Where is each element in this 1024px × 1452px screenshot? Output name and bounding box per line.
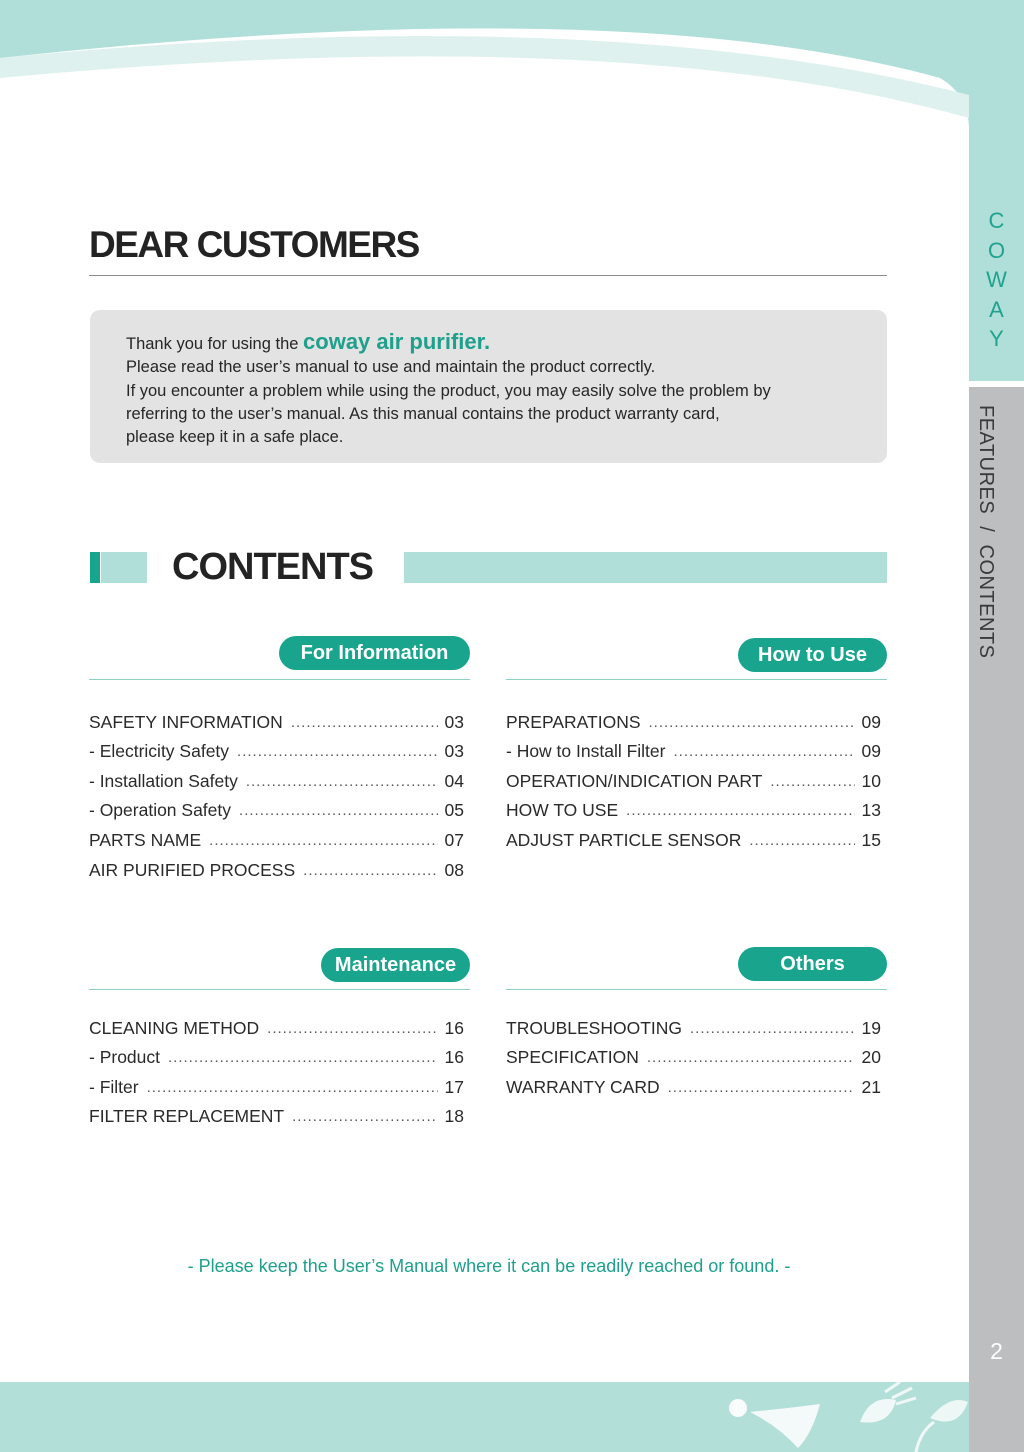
toc-item-page: 03 <box>444 741 464 762</box>
sidebar-section-label: FEATURES / CONTENTS <box>975 405 997 659</box>
brand-letter: O <box>987 237 1006 263</box>
toc-item[interactable] <box>506 703 881 733</box>
toc-item-page: 03 <box>444 711 464 732</box>
toc-item-page: 05 <box>444 800 464 821</box>
toc-leader <box>668 1078 855 1098</box>
toc-item[interactable] <box>506 821 881 851</box>
toc-item-page: 21 <box>861 1076 881 1097</box>
toc-leader <box>649 713 855 733</box>
section-pill-for-information: For Information <box>279 636 470 670</box>
section-divider <box>506 989 887 990</box>
toc-item-title: ADJUST PARTICLE SENSOR <box>506 829 742 850</box>
toc-leader <box>209 831 438 851</box>
toc-item[interactable] <box>89 821 464 851</box>
toc-item[interactable] <box>506 792 881 822</box>
dear-customers-heading: DEAR CUSTOMERS <box>89 224 419 265</box>
toc-item-title: SPECIFICATION <box>506 1047 639 1068</box>
toc-list-how-to-use <box>506 703 881 851</box>
toc-item-page: 15 <box>861 829 881 850</box>
toc-item-page: 13 <box>861 800 881 821</box>
intro-line: please keep it in a safe place. <box>126 428 344 447</box>
brand-letter: Y <box>989 326 1004 351</box>
section-divider <box>89 989 470 990</box>
toc-item-title: PREPARATIONS <box>506 711 641 732</box>
section-pill-others: Others <box>738 947 887 981</box>
intro-line: If you encounter a problem while using the product, you may easily solve the problem by <box>126 381 771 400</box>
page-number: 2 <box>990 1338 1003 1364</box>
toc-item[interactable] <box>89 703 464 733</box>
toc-item-title: CLEANING METHOD <box>89 1017 260 1038</box>
toc-item[interactable] <box>89 851 464 881</box>
toc-leader <box>291 713 438 733</box>
toc-item-title: SAFETY INFORMATION <box>89 711 283 732</box>
toc-leader <box>770 772 855 792</box>
intro-text <box>126 330 856 449</box>
sidebar-brand-name <box>969 206 1024 354</box>
toc-item-title: OPERATION/INDICATION PART <box>506 770 763 791</box>
toc-item-title: - Installation Safety <box>89 770 238 791</box>
toc-leader <box>237 742 438 762</box>
toc-item-page: 17 <box>444 1076 464 1097</box>
toc-item[interactable] <box>506 1039 881 1069</box>
toc-item-title: FILTER REPLACEMENT <box>89 1106 285 1127</box>
toc-item-title: - Product <box>89 1047 160 1068</box>
toc-leader <box>267 1019 438 1039</box>
section-divider <box>89 679 470 680</box>
toc-item-title: WARRANTY CARD <box>506 1076 660 1097</box>
footer-note: - Please keep the User’s Manual where it can be readily reached or found. - <box>187 1256 791 1276</box>
section-pill-how-to-use: How to Use <box>738 638 887 672</box>
toc-list-maintenance <box>89 1009 464 1127</box>
section-pill-maintenance: Maintenance <box>321 948 470 982</box>
contents-heading: CONTENTS <box>172 546 373 588</box>
toc-item-page: 09 <box>861 711 881 732</box>
toc-item-page: 09 <box>861 741 881 762</box>
toc-item[interactable] <box>506 733 881 763</box>
leaf-decoration-icon <box>720 1382 970 1452</box>
intro-thanks-prefix: Thank you for using the <box>126 335 299 353</box>
toc-leader <box>292 1107 438 1127</box>
intro-thanks-line <box>126 330 856 356</box>
toc-item[interactable] <box>89 733 464 763</box>
brand-letter: A <box>989 296 1004 322</box>
toc-leader <box>647 1048 855 1068</box>
toc-item-title: - Filter <box>89 1076 139 1097</box>
toc-list-others <box>506 1009 881 1098</box>
toc-item-title: - How to Install Filter <box>506 741 666 762</box>
toc-item-page: 07 <box>444 829 464 850</box>
toc-leader <box>239 801 438 821</box>
toc-item-page: 19 <box>861 1017 881 1038</box>
toc-item-title: - Electricity Safety <box>89 741 230 762</box>
top-wave-band <box>0 0 1024 130</box>
toc-item-page: 18 <box>444 1106 464 1127</box>
contents-accent-bar <box>90 552 100 583</box>
toc-item-title: HOW TO USE <box>506 800 619 821</box>
toc-leader <box>168 1048 438 1068</box>
brand-letter: C <box>988 208 1005 233</box>
toc-item[interactable] <box>506 1009 881 1039</box>
intro-brand: coway air purifier. <box>303 329 491 354</box>
contents-accent-bar <box>404 552 887 583</box>
toc-item-title: TROUBLESHOOTING <box>506 1017 682 1038</box>
toc-leader <box>147 1078 438 1098</box>
toc-item[interactable] <box>506 1068 881 1098</box>
contents-accent-bar <box>101 552 147 583</box>
toc-leader <box>673 742 855 762</box>
toc-leader <box>626 801 855 821</box>
toc-item[interactable] <box>89 1068 464 1098</box>
toc-item-title: AIR PURIFIED PROCESS <box>89 859 296 880</box>
toc-item-title: PARTS NAME <box>89 829 202 850</box>
section-divider <box>506 679 887 680</box>
toc-item[interactable] <box>89 1039 464 1069</box>
toc-list-for-information <box>89 703 464 881</box>
toc-item-page: 20 <box>861 1047 881 1068</box>
toc-item[interactable] <box>89 1098 464 1128</box>
toc-item[interactable] <box>506 762 881 792</box>
toc-item-page: 10 <box>861 770 881 791</box>
heading-divider <box>89 275 887 276</box>
toc-item-page: 08 <box>444 859 464 880</box>
toc-item-page: 16 <box>444 1017 464 1038</box>
brand-letter: W <box>986 267 1007 292</box>
toc-item[interactable] <box>89 792 464 822</box>
toc-leader <box>749 831 855 851</box>
toc-item[interactable] <box>89 1009 464 1039</box>
toc-item-page: 16 <box>444 1047 464 1068</box>
toc-leader <box>690 1019 855 1039</box>
toc-item[interactable] <box>89 762 464 792</box>
toc-leader <box>246 772 438 792</box>
toc-item-title: - Operation Safety <box>89 800 232 821</box>
toc-leader <box>303 861 438 881</box>
intro-line: Please read the user’s manual to use and maintain the product correctly. <box>126 358 656 377</box>
intro-line: referring to the user’s manual. As this manual contains the product warranty card, <box>126 404 720 423</box>
toc-item-page: 04 <box>444 770 464 791</box>
